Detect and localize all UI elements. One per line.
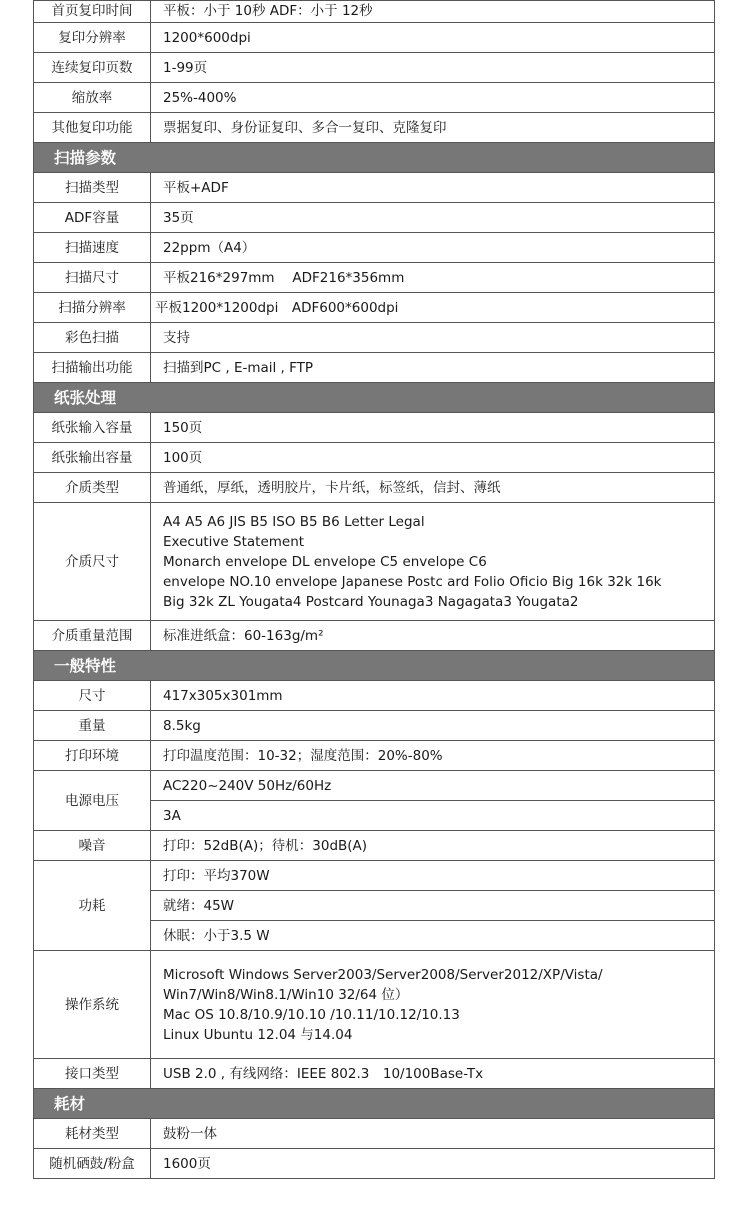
spec-value: 平板+ADF <box>151 173 715 203</box>
spec-value: 支持 <box>151 323 715 353</box>
spec-row <box>34 293 715 323</box>
spec-row <box>34 23 715 53</box>
spec-label: 打印环境 <box>34 741 151 771</box>
spec-label: 介质尺寸 <box>34 503 151 621</box>
spec-label: 复印分辨率 <box>34 23 151 53</box>
spec-label: 耗材类型 <box>34 1119 151 1149</box>
spec-value: 鼓粉一体 <box>151 1119 715 1149</box>
spec-row <box>34 621 715 651</box>
spec-label: 纸张输出容量 <box>34 443 151 473</box>
spec-label: 介质类型 <box>34 473 151 503</box>
spec-row <box>34 681 715 711</box>
spec-row <box>34 473 715 503</box>
spec-row <box>34 1149 715 1179</box>
media-size-line: Big 32k ZL Yougata4 Postcard Younaga3 Nagagata3 Yougata2 <box>163 593 579 610</box>
spec-label: 噪音 <box>34 831 151 861</box>
spec-row <box>34 53 715 83</box>
spec-row <box>34 741 715 771</box>
spec-value: 平板：小于 10秒 ADF：小于 12秒 <box>151 1 715 23</box>
spec-value: 打印温度范围：10-32；湿度范围：20%-80% <box>151 741 715 771</box>
spec-row <box>34 861 715 891</box>
os-line: Linux Ubuntu 12.04 与14.04 <box>163 1026 353 1043</box>
spec-value: USB 2.0 , 有线网络：IEEE 802.3 10/100Base-Tx <box>151 1059 715 1089</box>
spec-label: 随机硒鼓/粉盒 <box>34 1149 151 1179</box>
spec-value: AC220~240V 50Hz/60Hz <box>151 771 715 801</box>
spec-row <box>34 233 715 263</box>
spec-value: 25%-400% <box>151 83 715 113</box>
spec-label: 扫描尺寸 <box>34 263 151 293</box>
spec-label: 连续复印页数 <box>34 53 151 83</box>
spec-row <box>34 443 715 473</box>
spec-label: 缩放率 <box>34 83 151 113</box>
spec-row <box>34 353 715 383</box>
spec-label: 介质重量范围 <box>34 621 151 651</box>
spec-value: 普通纸，厚纸，透明胶片，卡片纸，标签纸，信封、薄纸 <box>151 473 715 503</box>
section-title: 耗材 <box>34 1089 715 1119</box>
spec-value: 3A <box>151 801 715 831</box>
spec-row <box>34 83 715 113</box>
spec-row <box>34 203 715 233</box>
spec-value: 35页 <box>151 203 715 233</box>
spec-row <box>34 413 715 443</box>
section-title: 扫描参数 <box>34 143 715 173</box>
spec-value: 22ppm（A4） <box>151 233 715 263</box>
spec-value <box>151 951 715 1059</box>
spec-value: 平板216*297mm ADF216*356mm <box>151 263 715 293</box>
spec-value: 8.5kg <box>151 711 715 741</box>
spec-label: 彩色扫描 <box>34 323 151 353</box>
spec-value: 100页 <box>151 443 715 473</box>
spec-label: 扫描输出功能 <box>34 353 151 383</box>
spec-value: 打印：平均370W <box>151 861 715 891</box>
os-line: Win7/Win8/Win8.1/Win10 32/64 位） <box>163 986 409 1003</box>
spec-row <box>34 503 715 621</box>
os-line: Microsoft Windows Server2003/Server2008/Server2012/XP/Vista/ <box>163 966 603 983</box>
section-header-scan <box>34 143 715 173</box>
spec-row <box>34 771 715 801</box>
spec-label: 扫描速度 <box>34 233 151 263</box>
spec-value: 1200*600dpi <box>151 23 715 53</box>
spec-value: 1600页 <box>151 1149 715 1179</box>
spec-label: 接口类型 <box>34 1059 151 1089</box>
spec-label: ADF容量 <box>34 203 151 233</box>
spec-value: 标准进纸盒：60-163g/m² <box>151 621 715 651</box>
spec-value: 打印：52dB(A)；待机：30dB(A) <box>151 831 715 861</box>
section-title: 一般特性 <box>34 651 715 681</box>
spec-value: 就绪：45W <box>151 891 715 921</box>
spec-value: 扫描到PC , E-mail , FTP <box>151 353 715 383</box>
section-title: 纸张处理 <box>34 383 715 413</box>
spec-label: 重量 <box>34 711 151 741</box>
spec-label: 电源电压 <box>34 771 151 831</box>
spec-value <box>151 503 715 621</box>
spec-label: 功耗 <box>34 861 151 951</box>
spec-value: 1-99页 <box>151 53 715 83</box>
spec-value: 休眠：小于3.5 W <box>151 921 715 951</box>
spec-row <box>34 1119 715 1149</box>
spec-row <box>34 951 715 1059</box>
os-line: Mac OS 10.8/10.9/10.10 /10.11/10.12/10.13 <box>163 1006 460 1023</box>
spec-label: 扫描分辨率 <box>34 293 151 323</box>
spec-label: 其他复印功能 <box>34 113 151 143</box>
spec-value: 票据复印、身份证复印、多合一复印、克隆复印 <box>151 113 715 143</box>
spec-row <box>34 323 715 353</box>
spec-value: 150页 <box>151 413 715 443</box>
media-size-line: envelope NO.10 envelope Japanese Postc ard Folio Oficio Big 16k 32k 16k <box>163 573 662 590</box>
spec-table <box>33 0 715 1179</box>
spec-label: 首页复印时间 <box>34 1 151 23</box>
spec-row <box>34 1059 715 1089</box>
spec-label: 纸张输入容量 <box>34 413 151 443</box>
spec-label: 尺寸 <box>34 681 151 711</box>
spec-row <box>34 831 715 861</box>
media-size-line: A4 A5 A6 JIS B5 ISO B5 B6 Letter Legal <box>163 513 425 530</box>
spec-label: 操作系统 <box>34 951 151 1059</box>
section-header-consumables <box>34 1089 715 1119</box>
spec-row <box>34 711 715 741</box>
spec-value: 417x305x301mm <box>151 681 715 711</box>
media-size-line: Executive Statement <box>163 533 305 550</box>
spec-value: 平板1200*1200dpi ADF600*600dpi <box>151 293 715 323</box>
section-header-paper <box>34 383 715 413</box>
section-header-general <box>34 651 715 681</box>
media-size-line: Monarch envelope DL envelope C5 envelope C6 <box>163 553 487 570</box>
spec-label: 扫描类型 <box>34 173 151 203</box>
spec-row <box>34 113 715 143</box>
spec-row <box>34 1 715 23</box>
spec-row <box>34 263 715 293</box>
spec-row <box>34 173 715 203</box>
